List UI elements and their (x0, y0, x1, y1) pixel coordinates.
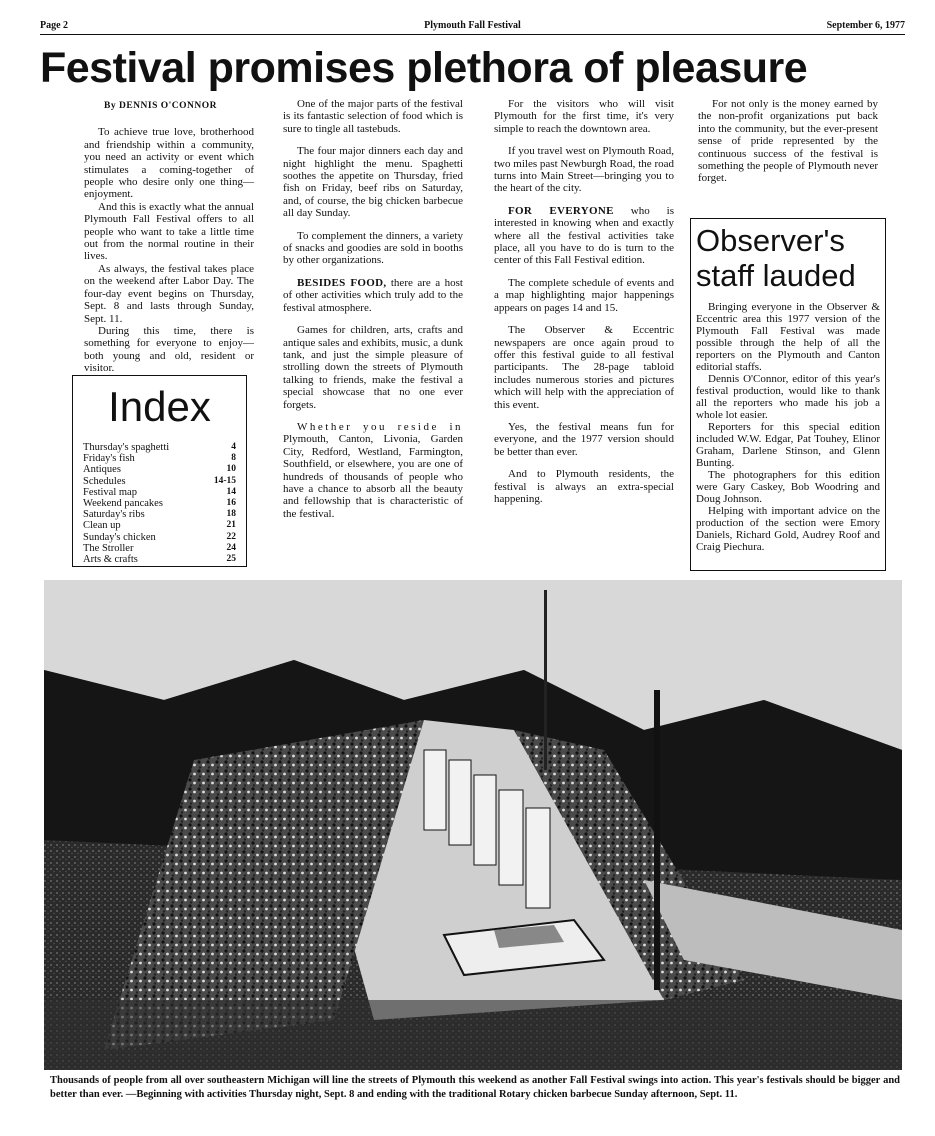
photo-illustration (44, 580, 902, 1070)
index-item-label: The Stroller (83, 542, 134, 554)
index-item-label: Festival map (83, 486, 137, 498)
paragraph: Reporters for this special edition included W.W. Edgar, Pat Touhey, Elinor Graham, Darlene Stinson, and Glenn Bunting. (696, 421, 880, 469)
index-list (83, 442, 236, 565)
article-column-2 (283, 98, 463, 520)
staff-box-title: Observer's staff lauded (696, 223, 856, 293)
paragraph: The photographers for this edition were Gary Caskey, Bob Woodring and Doug Johnson. (696, 469, 880, 505)
subhead: BESIDES FOOD, (297, 276, 387, 289)
article-column-4 (698, 98, 878, 185)
index-item-label: Friday's fish (83, 453, 135, 465)
index-item (83, 554, 236, 565)
paragraph: BESIDES FOOD, there are a host of other activities which truly add to the festival atmosphere. (283, 276, 463, 314)
index-item-label: Weekend pancakes (83, 498, 163, 510)
paragraph: Bringing everyone in the Observer & Eccentric area this 1977 version of the Plymouth Fall Festival was made possible through the help of all the reporters on the Plymouth and Canton editorial staffs. (696, 301, 880, 373)
staff-box-body (696, 301, 880, 553)
paragraph: For the visitors who will visit Plymouth for the first time, it's very simple to reach the downtown area. (494, 98, 674, 135)
index-item-page: 18 (226, 509, 236, 520)
paragraph: Yes, the festival means fun for everyone, and the 1977 version should be better than ever. (494, 420, 674, 458)
paragraph: And to Plymouth residents, the festival is always an extra-special happening. (494, 468, 674, 505)
index-item-label: Sunday's chicken (83, 531, 156, 543)
index-item-page: 10 (226, 464, 236, 475)
paragraph: The Observer & Eccentric newspapers are once again proud to offer this festival guide to all festival participants. The 28-page tabloid includes numerous stories and pictures which will help with the appreciation of this event. (494, 324, 674, 411)
index-item-page: 14-15 (213, 475, 236, 486)
paragraph: To complement the dinners, a variety of snacks and goodies are sold in booths by other organizations. (283, 229, 463, 267)
paragraph: Whether you reside in Plymouth, Canton, Livonia, Garden City, Redford, Westland, Farmington, Southfield, or elsewhere, you are one of hundreds of thousands of people who have a chance to absorb all the beauty and fellowship that is characteristic of the festival. (283, 420, 463, 520)
index-item-label: Clean up (83, 520, 121, 532)
index-item-label: Thursday's spaghetti (83, 442, 170, 453)
article-column-1 (84, 100, 254, 375)
index-title: Index (108, 383, 211, 430)
index-box (72, 375, 247, 567)
index-item (83, 442, 236, 453)
index-item-page: 8 (231, 453, 236, 464)
index-item-page: 24 (226, 542, 236, 553)
paragraph: One of the major parts of the festival is its fantastic selection of food which is sure to tingle all tastebuds. (283, 98, 463, 135)
staff-box (690, 218, 886, 571)
index-item-page: 25 (226, 554, 236, 565)
paragraph: To achieve true love, brotherhood and friendship within a community, you need an activity or event which stimulates a coming-together of people who desire only one thing—enjoyment. (84, 126, 254, 201)
index-item (83, 464, 236, 475)
index-item (83, 453, 236, 464)
index-item-page: 14 (226, 486, 236, 497)
index-item-page: 21 (226, 520, 236, 531)
index-item-page: 4 (231, 442, 236, 452)
paragraph: For not only is the money earned by the non-profit organizations put back into the community, but the ever-present sense of pride represented by the continuous success of the festival is something the people of Plymouth never forget. (698, 98, 878, 185)
paragraph: The four major dinners each day and night highlight the menu. Spaghetti soothes the appetite on Thursday, fried fish on Friday, beef ribs on Saturday, and, of course, the big chicken barbecue all day Sunday. (283, 145, 463, 220)
paragraph: Helping with important advice on the production of the section were Emory Daniels, Richard Gold, Audrey Roof and Craig Piechura. (696, 505, 880, 553)
headline: Festival promises plethora of pleasure (40, 44, 808, 92)
page-number: Page 2 (40, 20, 69, 31)
index-item (83, 520, 236, 531)
photo-caption: Thousands of people from all over southeastern Michigan will line the streets of Plymouth this weekend as another Fall Festival swings into action. This year's festivals should be bigger and better than ever. —Beginning with activities Thursday night, Sept. 8 and ending with the traditional Rotary chicken barbecue Sunday afternoon, Sept. 11. (50, 1075, 900, 1100)
index-item (83, 509, 236, 520)
index-item-label: Schedules (83, 475, 126, 487)
paragraph: The complete schedule of events and a map highlighting major happenings appears on pages 14 and 15. (494, 276, 674, 314)
index-item (83, 476, 236, 487)
byline: By DENNIS O'CONNOR (104, 101, 217, 111)
index-item-label: Arts & crafts (83, 554, 138, 566)
paragraph: And this is exactly what the annual Plymouth Fall Festival offers to all people who want to take a little time out from the normal routine in their lives. (84, 200, 254, 263)
paragraph: Games for children, arts, crafts and antique sales and exhibits, music, a dunk tank, and just the simple pleasure of strolling down the streets of Plymouth talking to friends, make the festival a special showcase that no one ever forgets. (283, 324, 463, 411)
index-item (83, 543, 236, 554)
lead-in: Whether you reside in (297, 420, 463, 433)
index-item-label: Saturday's ribs (83, 509, 145, 521)
paragraph: As always, the festival takes place on the weekend after Labor Day. The four-day event begins on Thursday, Sept. 8 and lasts through Sunday, Sept. 11. (84, 262, 254, 325)
festival-crowd-photo (44, 580, 902, 1070)
paragraph: FOR EVERYONE who is interested in knowing when and exactly where all the festival activities take place, all you have to do is turn to the center of this Fall Festival edition. (494, 204, 675, 267)
index-item (83, 487, 236, 498)
index-item-page: 16 (226, 498, 236, 509)
issue-date: September 6, 1977 (826, 20, 905, 31)
index-item-label: Antiques (83, 464, 121, 476)
paragraph: If you travel west on Plymouth Road, two miles past Newburgh Road, the road turns into Main Street—bringing you to the heart of the city. (494, 145, 674, 195)
paragraph: Dennis O'Connor, editor of this year's festival production, would like to thank all the reporters who made his job a whole lot easier. (696, 373, 880, 421)
subhead: FOR EVERYONE (508, 204, 614, 217)
paragraph: During this time, there is something for everyone to enjoy—both young and old, resident or visitor. (84, 324, 254, 375)
index-item (83, 498, 236, 509)
article-column-3 (494, 98, 674, 505)
masthead (40, 18, 905, 35)
paper-name: Plymouth Fall Festival (424, 20, 521, 31)
index-item (83, 532, 236, 543)
index-item-page: 22 (226, 531, 236, 542)
